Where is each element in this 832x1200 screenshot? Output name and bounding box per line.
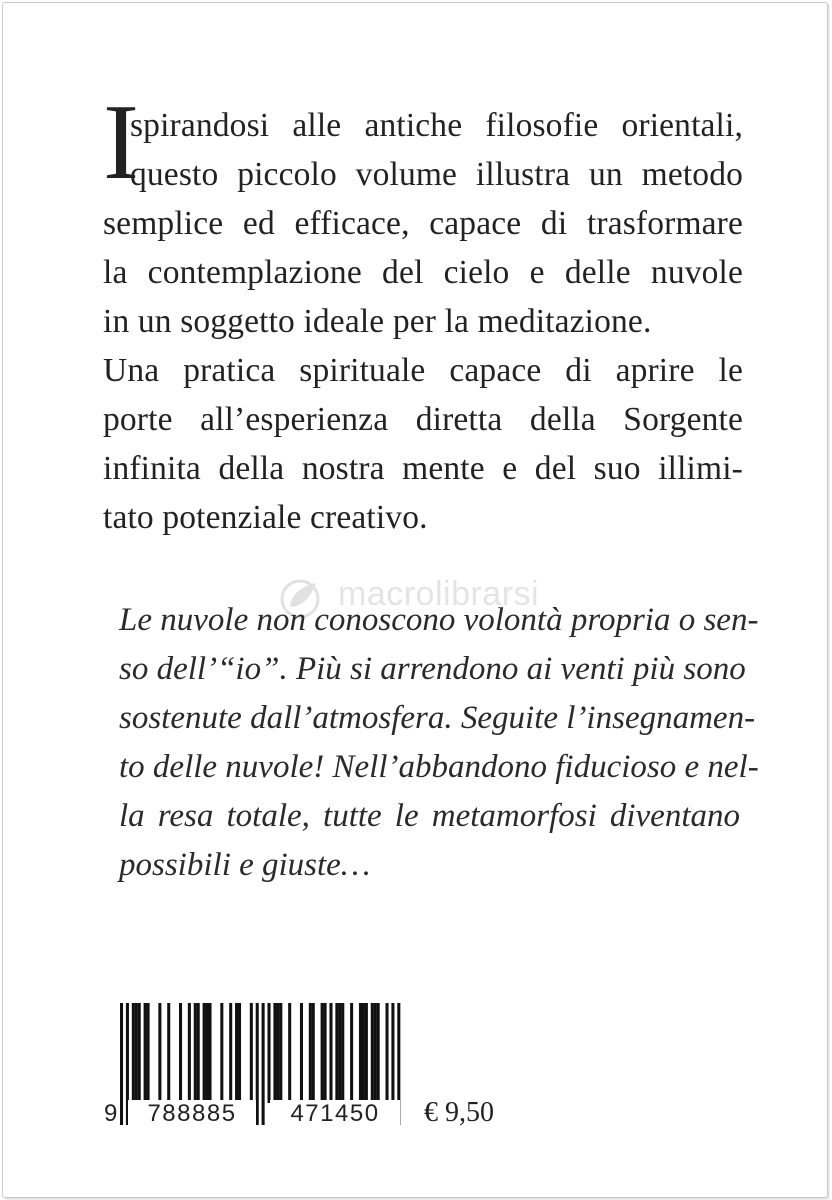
barcode-bar — [158, 1003, 161, 1103]
quote-line: Le nuvole non conoscono volontà propria o sen- — [119, 602, 759, 638]
barcode-bar — [268, 1003, 271, 1103]
description-line: la contemplazione del cielo e delle nuvole — [103, 254, 743, 291]
barcode-bar — [279, 1003, 282, 1103]
barcode-bar — [273, 1003, 276, 1103]
barcode-bar — [147, 1003, 150, 1103]
description-line: infinita della nostra mente e del suo illimi- — [103, 450, 743, 487]
barcode-bar — [338, 1003, 341, 1103]
description-text — [103, 101, 743, 542]
description-line: in un soggetto ideale per la meditazione. — [103, 303, 652, 340]
barcode-bar — [238, 1003, 241, 1103]
barcode-digit-group-left: 788885 — [128, 1100, 256, 1128]
barcode-bar — [386, 1003, 389, 1103]
quote-line: sostenute dall’atmosfera. Seguite l’insegnamen- — [119, 700, 756, 736]
dropcap: I — [103, 83, 139, 202]
barcode-bar — [144, 1003, 147, 1103]
barcode-bar — [335, 1003, 338, 1103]
barcode-first-digit: 9 — [104, 1100, 118, 1127]
barcode-bar — [300, 1003, 303, 1103]
barcode-bar — [220, 1003, 223, 1103]
watermark-text: macrolibrarsi — [338, 575, 540, 613]
quote-line: so dell’“io”. Più si arrendono ai venti più sono — [119, 651, 746, 687]
barcode-bar — [374, 1003, 377, 1103]
barcode-bar — [209, 1003, 212, 1103]
barcode-bar — [350, 1003, 353, 1103]
barcode-bar — [362, 1003, 365, 1103]
description-line: semplice ed efficace, capace di trasformare — [103, 205, 743, 242]
description-line: Una pratica spirituale capace di aprire le — [103, 352, 743, 389]
barcode-bar — [203, 1003, 206, 1103]
barcode-bar — [197, 1003, 200, 1103]
quote-line: to delle nuvole! Nell’abbandono fiducioso e nel- — [119, 749, 759, 785]
barcode-bar — [321, 1003, 324, 1103]
barcode-bar — [235, 1003, 238, 1103]
barcode-bar — [377, 1003, 380, 1103]
description-line: porte all’esperienza diretta della Sorgente — [103, 401, 743, 438]
barcode-bar — [288, 1003, 291, 1103]
quote-text — [119, 596, 759, 890]
barcode-bar — [135, 1003, 138, 1103]
description-line: spirandosi alle antiche filosofie orientali, — [130, 107, 743, 144]
description-line: questo piccolo volume illustra un metodo — [130, 156, 743, 193]
barcode-bar — [188, 1003, 191, 1103]
barcode-bar — [229, 1003, 232, 1103]
barcode-bar — [194, 1003, 197, 1103]
barcode-bar — [329, 1003, 332, 1103]
quote-line: la resa totale, tutte le metamorfosi diventano — [119, 798, 740, 834]
barcode-digit-group-right: 471450 — [270, 1100, 400, 1128]
barcode-bar — [365, 1003, 368, 1103]
barcode-bar — [250, 1003, 253, 1103]
barcode-bar — [179, 1003, 182, 1103]
barcode-bar — [312, 1003, 315, 1103]
barcode-bar — [341, 1003, 344, 1103]
barcode-bar — [276, 1003, 279, 1103]
barcode-bar — [167, 1003, 170, 1103]
barcode-bar — [324, 1003, 327, 1103]
barcode-bar — [371, 1003, 374, 1103]
price: € 9,50 — [424, 1097, 494, 1128]
barcode-digits — [104, 1100, 414, 1128]
barcode-bar — [359, 1003, 362, 1103]
barcode-bar — [309, 1003, 312, 1103]
quote-line: possibili e giuste… — [119, 847, 371, 883]
description-line: tato potenziale creativo. — [103, 499, 428, 536]
barcode-bar — [138, 1003, 141, 1103]
barcode-bar — [132, 1003, 135, 1103]
barcode-bar — [206, 1003, 209, 1103]
